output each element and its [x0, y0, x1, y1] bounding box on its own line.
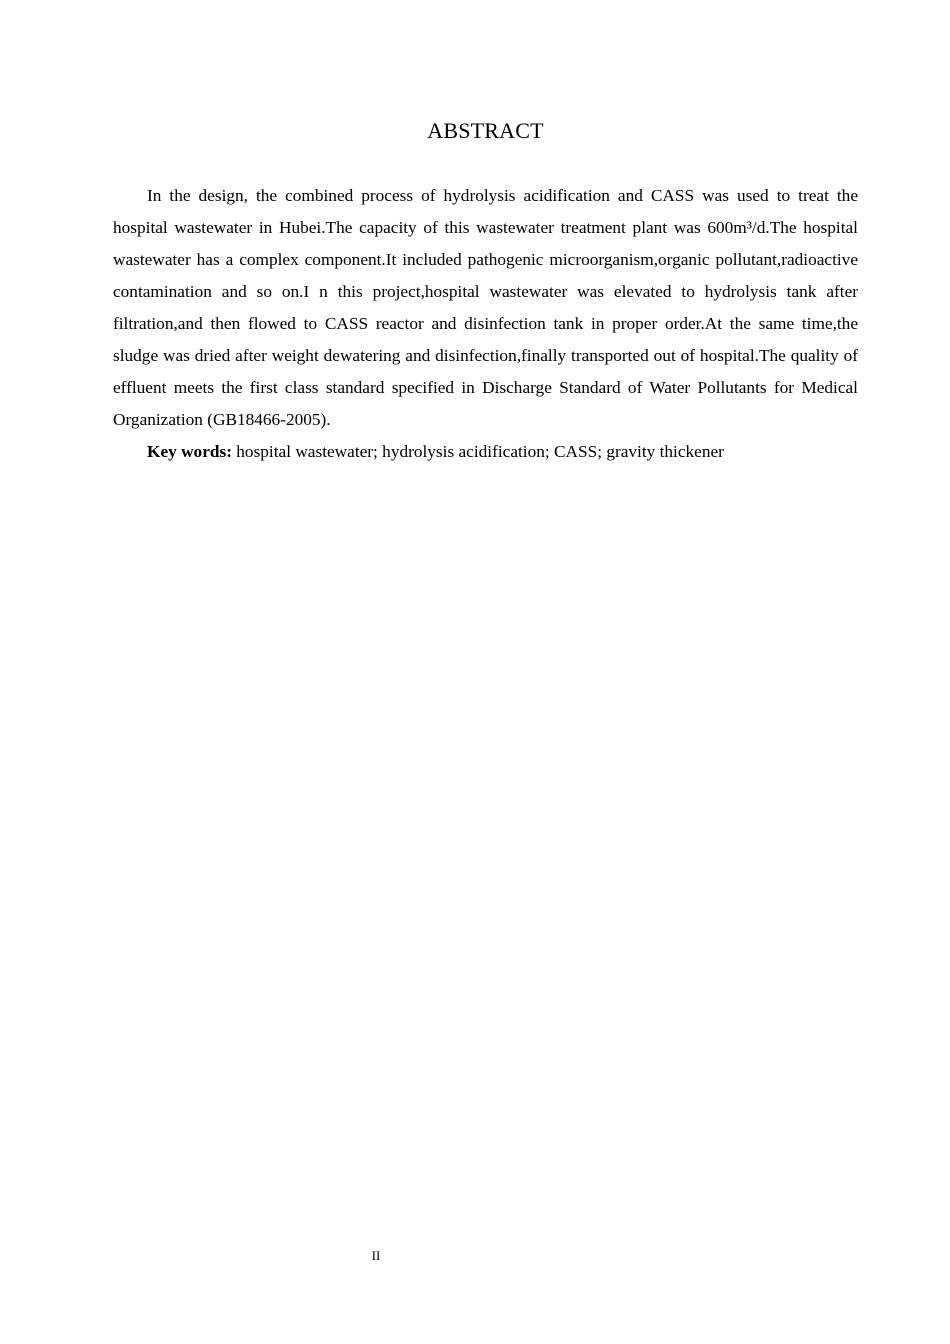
- abstract-body: [113, 180, 858, 468]
- page-number: II: [371, 1248, 381, 1263]
- abstract-paragraph: In the design, the combined process of hydrolysis acidification and CASS was used to treat the hospital wastewater in Hubei.The capacity of this wastewater treatment plant was 600m³/d.The hospital wastewater has a complex component.It included pathogenic microorganism,organic pollutant,radioactive contamination and so on.I n this project,hospital wastewater was elevated to hydrolysis tank after filtration,and then flowed to CASS reactor and disinfection tank in proper order.At the same time,the sludge was dried after weight dewatering and disinfection,finally transported out of hospital.The quality of effluent meets the first class standard specified in Discharge Standard of Water Pollutants for Medical Organization (GB18466-2005).: [113, 186, 858, 429]
- keywords-label: Key words:: [147, 442, 232, 461]
- abstract-title: ABSTRACT: [427, 118, 544, 143]
- keywords-text: hospital wastewater; hydrolysis acidification; CASS; gravity thickener: [231, 442, 724, 461]
- keywords-line: [113, 436, 858, 468]
